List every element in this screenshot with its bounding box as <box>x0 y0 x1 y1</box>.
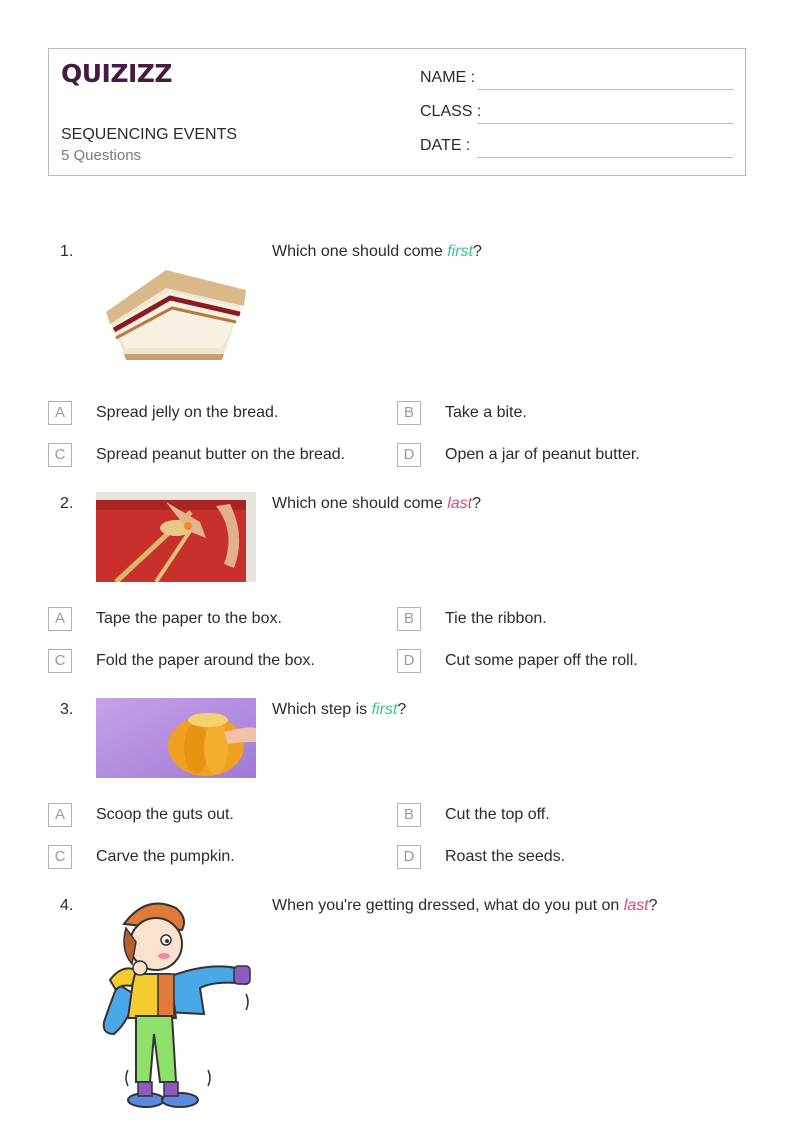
option-a-text[interactable]: Spread jelly on the bread. <box>96 404 279 421</box>
option-b-letter[interactable]: B <box>397 401 421 425</box>
option-b-text[interactable]: Take a bite. <box>445 404 527 421</box>
gift-image <box>96 492 256 582</box>
class-line <box>477 123 733 124</box>
option-a-text[interactable]: Scoop the guts out. <box>96 806 234 823</box>
question-count: 5 Questions <box>61 147 142 164</box>
question-number: 2. <box>60 495 74 512</box>
option-d-text[interactable]: Open a jar of peanut butter. <box>445 446 640 463</box>
question-number: 1. <box>60 243 74 260</box>
option-c-letter[interactable]: C <box>48 443 72 467</box>
keyword-last: last <box>447 495 473 512</box>
dressed-boy-image <box>96 894 256 1112</box>
option-a-letter[interactable]: A <box>48 607 72 631</box>
option-b-letter[interactable]: B <box>397 803 421 827</box>
option-c-text[interactable]: Carve the pumpkin. <box>96 848 235 865</box>
option-d-letter[interactable]: D <box>397 649 421 673</box>
question-number: 4. <box>60 897 74 914</box>
option-a-letter[interactable]: A <box>48 803 72 827</box>
option-c-text[interactable]: Fold the paper around the box. <box>96 652 315 669</box>
class-label: CLASS : <box>420 103 482 120</box>
worksheet-title: SEQUENCING EVENTS <box>61 126 238 143</box>
date-line <box>477 157 733 158</box>
option-b-text[interactable]: Tie the ribbon. <box>445 610 547 627</box>
worksheet-header <box>48 48 746 176</box>
option-b-text[interactable]: Cut the top off. <box>445 806 550 823</box>
option-c-letter[interactable]: C <box>48 649 72 673</box>
option-c-letter[interactable]: C <box>48 845 72 869</box>
keyword-first: first <box>447 243 473 260</box>
question-number: 3. <box>60 701 74 718</box>
option-d-text[interactable]: Cut some paper off the roll. <box>445 652 638 669</box>
keyword-first: first <box>371 701 398 718</box>
question-text: Which one should come first? <box>272 243 482 260</box>
pumpkin-image <box>96 698 256 778</box>
sandwich-image <box>96 250 256 374</box>
question-text: When you're getting dressed, what do you put on last? <box>272 897 658 914</box>
name-line <box>477 89 733 90</box>
question-text: Which step is first? <box>272 701 407 718</box>
keyword-last: last <box>623 897 649 914</box>
date-label: DATE : <box>420 137 471 154</box>
option-d-letter[interactable]: D <box>397 443 421 467</box>
name-label: NAME : <box>420 69 476 86</box>
question-text: Which one should come last? <box>272 495 482 512</box>
option-c-text[interactable]: Spread peanut butter on the bread. <box>96 446 346 463</box>
option-a-text[interactable]: Tape the paper to the box. <box>96 610 282 627</box>
option-d-text[interactable]: Roast the seeds. <box>445 848 566 865</box>
quizizz-logo: QUIZIZZ <box>61 59 173 88</box>
option-a-letter[interactable]: A <box>48 401 72 425</box>
option-d-letter[interactable]: D <box>397 845 421 869</box>
option-b-letter[interactable]: B <box>397 607 421 631</box>
